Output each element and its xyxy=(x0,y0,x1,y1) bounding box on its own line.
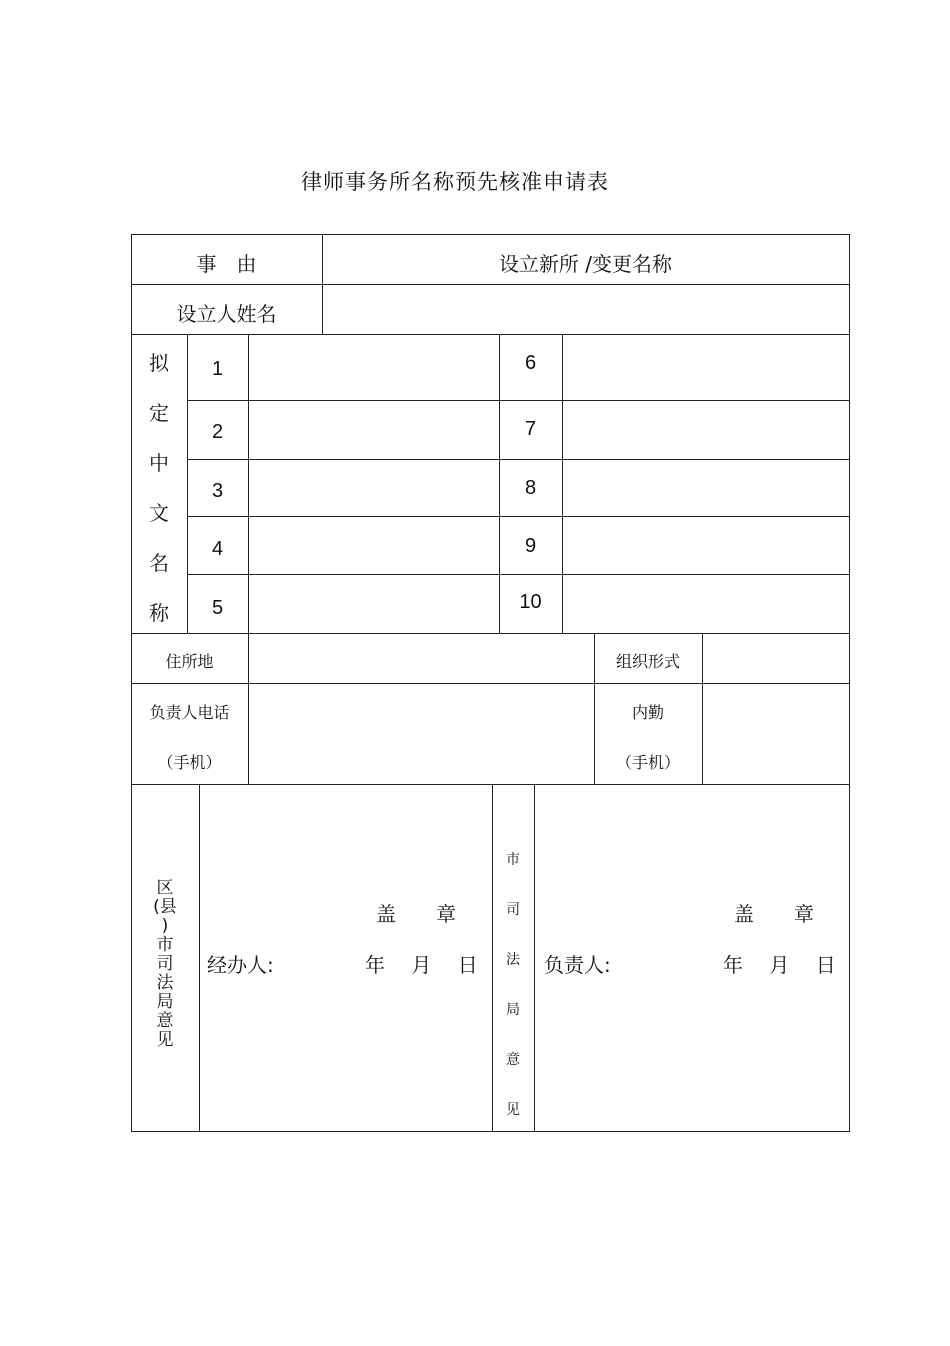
city-opinion-char: 意 xyxy=(506,1052,520,1068)
district-opinion-char: 法 xyxy=(156,973,174,993)
district-opinion-char: 区 xyxy=(156,878,174,898)
staff-phone-sublabel: （手机） xyxy=(615,753,680,772)
city-opinion-char: 法 xyxy=(506,952,520,968)
proposed-names-char: 文 xyxy=(149,501,169,525)
district-opinion-char: ) xyxy=(161,916,169,936)
district-opinion-char: 司 xyxy=(156,954,174,974)
district-opinion-char: 意 xyxy=(156,1011,174,1031)
address-field[interactable] xyxy=(256,649,586,671)
name-number-10: 10 xyxy=(519,591,542,613)
district-opinion-char: 市 xyxy=(156,935,174,955)
founder-field[interactable] xyxy=(330,298,840,324)
name-number-7: 7 xyxy=(524,418,537,440)
proposed-name-field[interactable] xyxy=(250,518,497,572)
proposed-name-field[interactable] xyxy=(250,576,497,631)
proposed-names-char: 名 xyxy=(149,551,169,575)
city-seal: 盖 章 xyxy=(734,902,814,926)
staff-phone-label: 内勤 xyxy=(631,703,664,722)
proposed-name-field[interactable] xyxy=(564,402,848,457)
proposed-name-field[interactable] xyxy=(564,336,848,398)
city-opinion-label xyxy=(492,849,534,1123)
org-form-label: 组织形式 xyxy=(615,652,680,671)
staff-phone-field[interactable] xyxy=(708,725,843,747)
name-number-6: 6 xyxy=(524,352,537,374)
district-handler-label: 经办人: xyxy=(207,953,274,977)
proposed-names-char: 拟 xyxy=(149,351,169,375)
name-number-3: 3 xyxy=(211,480,224,502)
district-opinion-char: 见 xyxy=(156,1030,174,1050)
manager-phone-label: 负责人电话 xyxy=(149,703,230,722)
district-opinion-label xyxy=(131,879,199,1050)
city-opinion-char: 司 xyxy=(506,902,520,918)
proposed-name-field[interactable] xyxy=(250,336,497,398)
proposed-name-field[interactable] xyxy=(564,518,848,572)
form-title: 律师事务所名称预先核准申请表 xyxy=(301,170,609,194)
name-number-9: 9 xyxy=(524,535,537,557)
founder-label: 设立人姓名 xyxy=(176,302,277,326)
manager-phone-field[interactable] xyxy=(256,725,586,747)
org-form-field[interactable] xyxy=(708,649,843,671)
city-date: 年 月 日 xyxy=(723,953,836,977)
city-opinion-char: 局 xyxy=(506,1002,520,1018)
district-opinion-char: 局 xyxy=(156,992,174,1012)
district-seal: 盖 章 xyxy=(376,902,456,926)
proposed-name-field[interactable] xyxy=(250,402,497,457)
address-label: 住所地 xyxy=(165,652,214,671)
city-opinion-char: 见 xyxy=(506,1102,520,1118)
city-head-label: 负责人: xyxy=(544,953,611,977)
proposed-names-char: 中 xyxy=(149,451,169,475)
proposed-name-field[interactable] xyxy=(564,576,848,631)
city-opinion-char: 市 xyxy=(506,852,520,868)
name-number-2: 2 xyxy=(211,421,224,443)
reason-label: 事 由 xyxy=(196,252,257,276)
name-number-4: 4 xyxy=(211,538,224,560)
proposed-name-field[interactable] xyxy=(564,461,848,514)
manager-phone-sublabel: （手机） xyxy=(157,753,222,772)
reason-value[interactable]: 设立新所 /变更名称 xyxy=(498,252,673,276)
proposed-names-char: 定 xyxy=(149,401,169,425)
district-opinion-char: (县 xyxy=(153,897,177,917)
name-number-5: 5 xyxy=(211,597,224,619)
name-number-1: 1 xyxy=(211,358,224,380)
proposed-names-label xyxy=(131,347,187,647)
name-number-8: 8 xyxy=(524,477,537,499)
district-date: 年 月 日 xyxy=(365,953,478,977)
proposed-names-char: 称 xyxy=(149,601,169,625)
proposed-name-field[interactable] xyxy=(250,461,497,514)
